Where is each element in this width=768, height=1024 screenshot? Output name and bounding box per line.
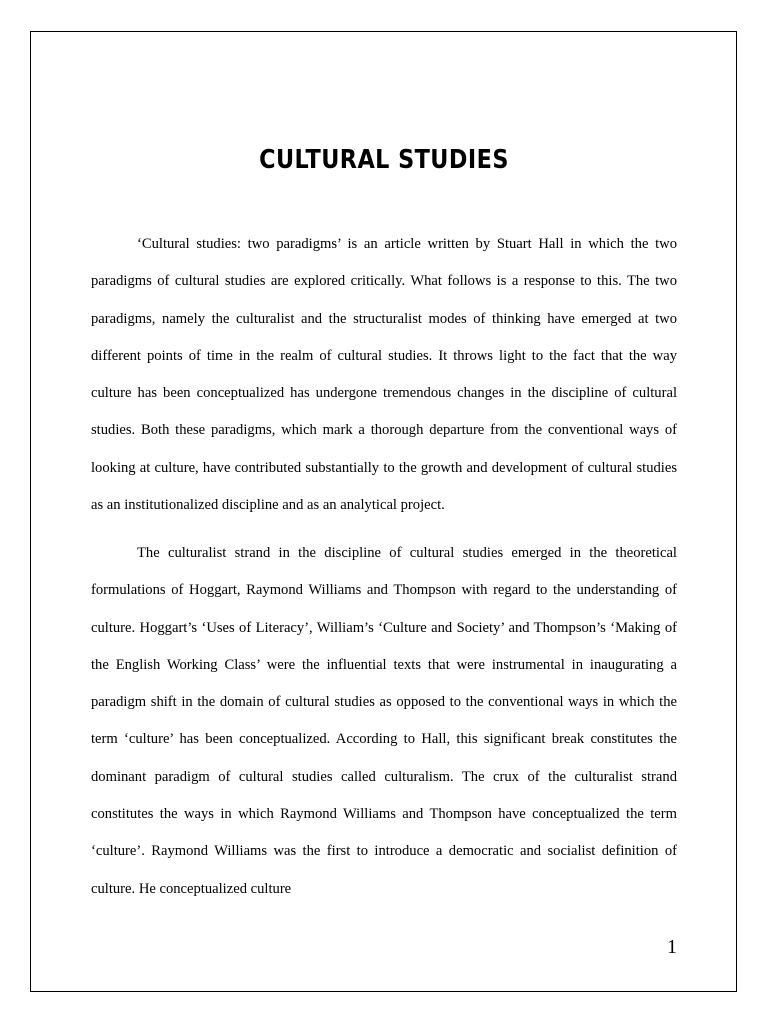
page-number: 1: [667, 936, 677, 958]
document-title: CULTURAL STUDIES: [259, 145, 509, 175]
body-paragraph-1: ‘Cultural studies: two paradigms’ is an article written by Stuart Hall in which the two paradigms of cultural studies are explored critically. What follows is a response to this. The two paradigms, namely the culturalist and the structuralist modes of thinking have emerged at two different points of time in the realm of cultural studies. It throws light to the fact that the way culture has been conceptualized has undergone tremendous changes in the discipline of cultural studies. Both these paradigms, which mark a thorough departure from the conventional ways of looking at culture, have contributed substantially to the growth and development of cultural studies as an institutionalized discipline and as an analytical project.: [91, 236, 677, 514]
body-paragraph-2: The culturalist strand in the discipline of cultural studies emerged in the theoretical formulations of Hoggart, Raymond Williams and Thompson with regard to the understanding of culture. Hoggart’s ‘Uses of Literacy’, William’s ‘Culture and Society’ and Thompson’s ‘Making of the English Working Class’ were the influential texts that were instrumental in inaugurating a paradigm shift in the domain of cultural studies as opposed to the conventional ways in which the term ‘culture’ has been conceptualized. According to Hall, this significant break constitutes the dominant paradigm of cultural studies called culturalism. The crux of the culturalist strand constitutes the ways in which Raymond Williams and Thompson have conceptualized the term ‘culture’. Raymond Williams was the first to introduce a democratic and socialist definition of culture. He conceptualized culture: [91, 545, 677, 897]
